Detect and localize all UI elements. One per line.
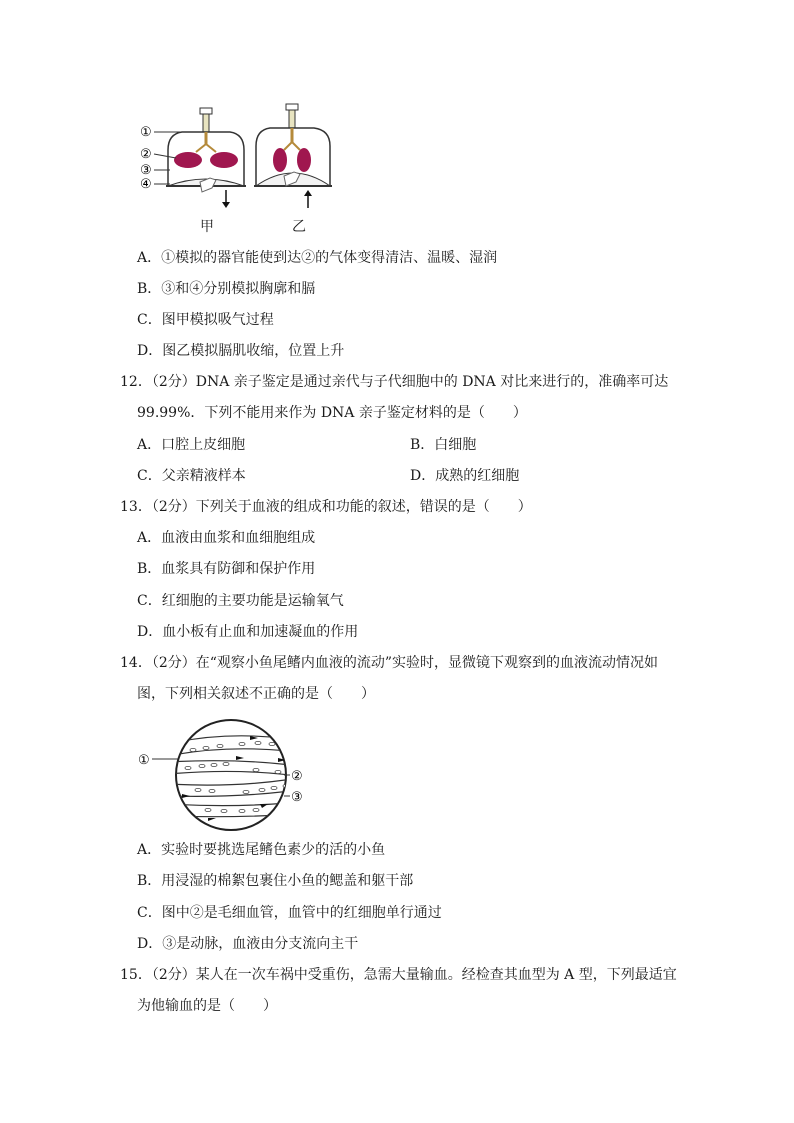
q12-option-b: B．白细胞 [410,437,477,453]
q15-stem-line1: 15．（2分）某人在一次车祸中受重伤，急需大量输血。经检查其血型为 A 型，下列最适宜 [120,967,677,983]
jar-left [166,108,246,208]
q14-option-c: C．图中②是毛细血管，血管中的红细胞单行通过 [137,905,442,921]
q14-stem-line1: 14．（2分）在“观察小鱼尾鳍内血液的流动”实验时，显微镜下观察到的血液流动情况如 [120,655,659,671]
q12-option-d: D．成熟的红细胞 [410,468,520,484]
caption-jia: 甲 [200,219,214,235]
bell-jar-figure [138,100,338,240]
q13-option-c: C．红细胞的主要功能是运输氧气 [137,593,344,609]
label-3: ③ [140,163,152,178]
q13-stem: 13．（2分）下列关于血液的组成和功能的叙述，错误的是（ ） [120,499,532,515]
q11-option-d: D．图乙模拟膈肌收缩，位置上升 [137,343,345,359]
q14-option-a: A．实验时要挑选尾鳍色素少的活的小鱼 [137,842,386,858]
q15-stem-line2: 为他输血的是（ ） [137,998,277,1014]
q14-stem-line2: 图，下列相关叙述不正确的是（ ） [137,686,375,702]
label-2: ② [140,147,152,162]
q13-option-b: B．血浆具有防御和保护作用 [137,561,316,577]
q11-option-c: C．图甲模拟吸气过程 [137,312,274,328]
q12-stem-line1: 12．（2分）DNA 亲子鉴定是通过亲代与子代细胞中的 DNA 对比来进行的，准确率可达 [120,374,669,390]
label-1: ① [140,125,152,140]
caption-yi: 乙 [292,219,306,235]
vessel-label-1: ① [138,753,150,768]
q12-stem-line2: 99.99%．下列不能用来作为 DNA 亲子鉴定材料的是（ ） [137,405,527,421]
jar-right [254,104,332,208]
vessel-label-2: ② [291,769,303,784]
q12-option-a: A．口腔上皮细胞 [137,437,246,453]
q11-option-b: B．③和④分别模拟胸廓和膈 [137,281,316,297]
vessel-label-3: ③ [291,790,303,805]
q13-option-a: A．血液由血浆和血细胞组成 [137,530,316,546]
q11-option-a: A．①模拟的器官能使到达②的气体变得清洁、温暖、湿润 [137,250,498,266]
q12-option-c: C．父亲精液样本 [137,468,246,484]
q14-option-d: D．③是动脉，血液由分支流向主干 [137,936,359,952]
q14-option-b: B．用浸湿的棉絮包裹住小鱼的鳃盖和躯干部 [137,873,414,889]
q13-option-d: D．血小板有止血和加速凝血的作用 [137,624,359,640]
blood-flow-figure [138,718,318,833]
label-4: ④ [140,177,152,192]
